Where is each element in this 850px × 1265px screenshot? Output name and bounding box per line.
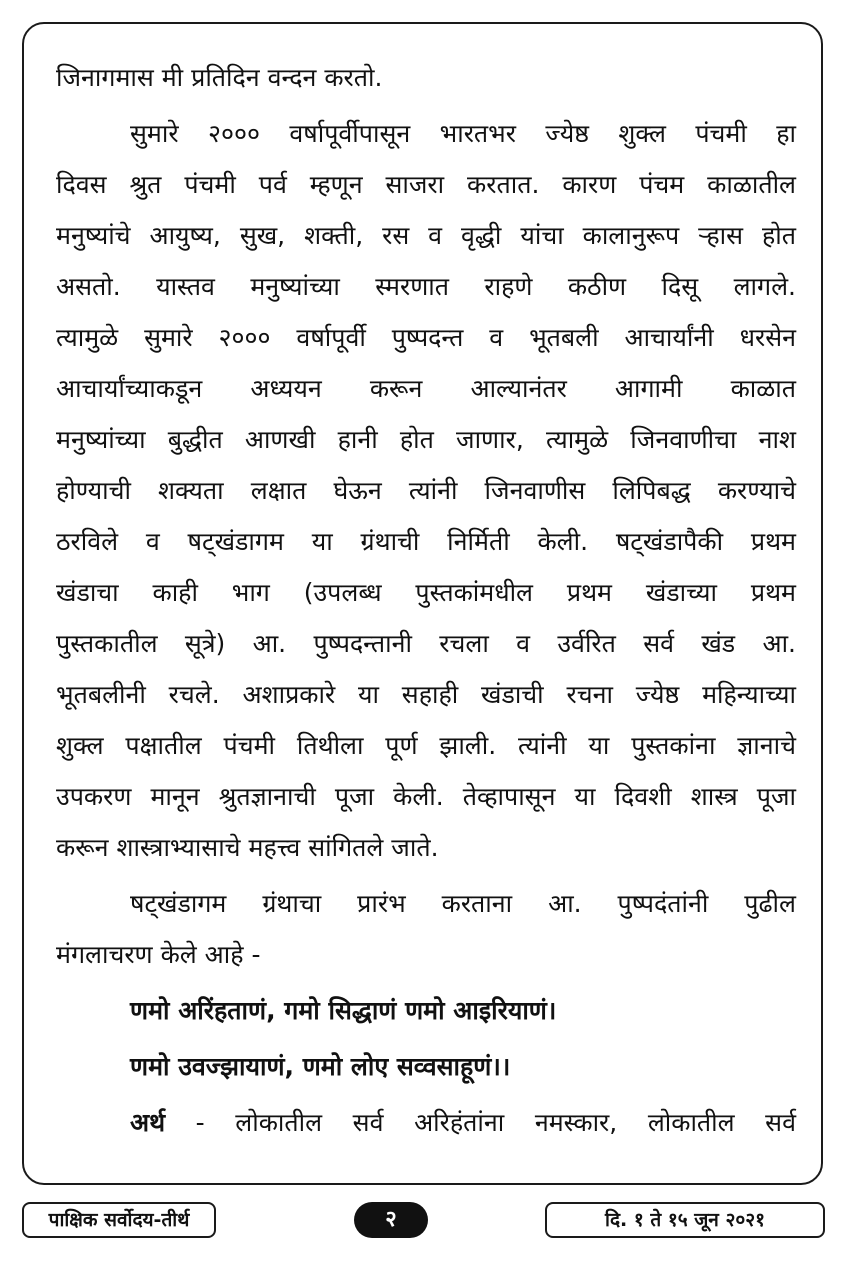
paragraph-line: मनुष्यांच्या बुद्धीत आणखी हानी होत जाणार, त्यामुळे जिनवाणीचा नाश <box>56 425 796 454</box>
paragraph-line: करून शास्त्राभ्यासाचे महत्त्व सांगितले जाते. <box>56 833 439 862</box>
mantra-line: णमो अरिंहताणं, गमो सिद्धाणं णमो आइरियाणं। <box>130 996 557 1025</box>
page-number: २ <box>354 1202 428 1238</box>
paragraph-line: पुस्तकातील सूत्रे) आ. पुष्पदन्तानी रचला व उर्वरित सर्व खंड आ. <box>56 629 796 658</box>
paragraph-line: असतो. यास्तव मनुष्यांच्या स्मरणात राहणे कठीण दिसू लागले. <box>56 272 796 301</box>
paragraph-line: ठरविले व षट्खंडागम या ग्रंथाची निर्मिती केली. षट्खंडापैकी प्रथम <box>56 527 796 556</box>
meaning-text: - लोकातील सर्व अरिहंतांना नमस्कार, लोकातील सर्व <box>165 1108 796 1137</box>
paragraph-line: दिवस श्रुत पंचमी पर्व म्हणून साजरा करतात. कारण पंचम काळातील <box>56 170 796 199</box>
publication-name: पाक्षिक सर्वोदय-तीर्थ <box>22 1202 216 1238</box>
paragraph-line: त्यामुळे सुमारे २००० वर्षापूर्वी पुष्पदन्त व भूतबली आचार्यांनी धरसेन <box>56 323 796 352</box>
paragraph-line: सुमारे २००० वर्षापूर्वीपासून भारतभर ज्येष्ठ शुक्ल पंचमी हा <box>130 119 796 148</box>
meaning-line <box>56 1097 796 1148</box>
paragraph-line: उपकरण मानून श्रुतज्ञानाची पूजा केली. तेव्हापासून या दिवशी शास्त्र पूजा <box>56 782 796 811</box>
issue-date: दि. १ ते १५ जून २०२१ <box>545 1202 825 1238</box>
paragraph-line: षट्खंडागम ग्रंथाचा प्रारंभ करताना आ. पुष्पदंतांनी पुढील <box>130 889 796 918</box>
article-body <box>56 52 796 1148</box>
paragraph-line: आचार्यांच्याकडून अध्ययन करून आल्यानंतर आगामी काळात <box>56 374 796 403</box>
paragraph-line: मंगलाचरण केले आहे - <box>56 940 261 969</box>
paragraph-line: मनुष्यांचे आयुष्य, सुख, शक्ती, रस व वृद्धी यांचा कालानुरूप ऱ्हास होत <box>56 221 796 250</box>
paragraph-line: खंडाचा काही भाग (उपलब्ध पुस्तकांमधील प्रथम खंडाच्या प्रथम <box>56 578 796 607</box>
paragraph-line: होण्याची शक्यता लक्षात घेऊन त्यांनी जिनवाणीस लिपिबद्ध करण्याचे <box>56 476 796 505</box>
paragraph-line: भूतबलीनी रचले. अशाप्रकारे या सहाही खंडाची रचना ज्येष्ठ महिन्याच्या <box>56 680 796 709</box>
meaning-label: अर्थ <box>130 1108 166 1137</box>
paragraph-line: शुक्ल पक्षातील पंचमी तिथीला पूर्ण झाली. त्यांनी या पुस्तकांना ज्ञानाचे <box>56 731 796 760</box>
paragraph-line: जिनागमास मी प्रतिदिन वन्दन करतो. <box>56 63 383 92</box>
mantra-line: णमो उवज्झायाणं, णमो लोए सव्वसाहूणं।। <box>130 1052 511 1081</box>
